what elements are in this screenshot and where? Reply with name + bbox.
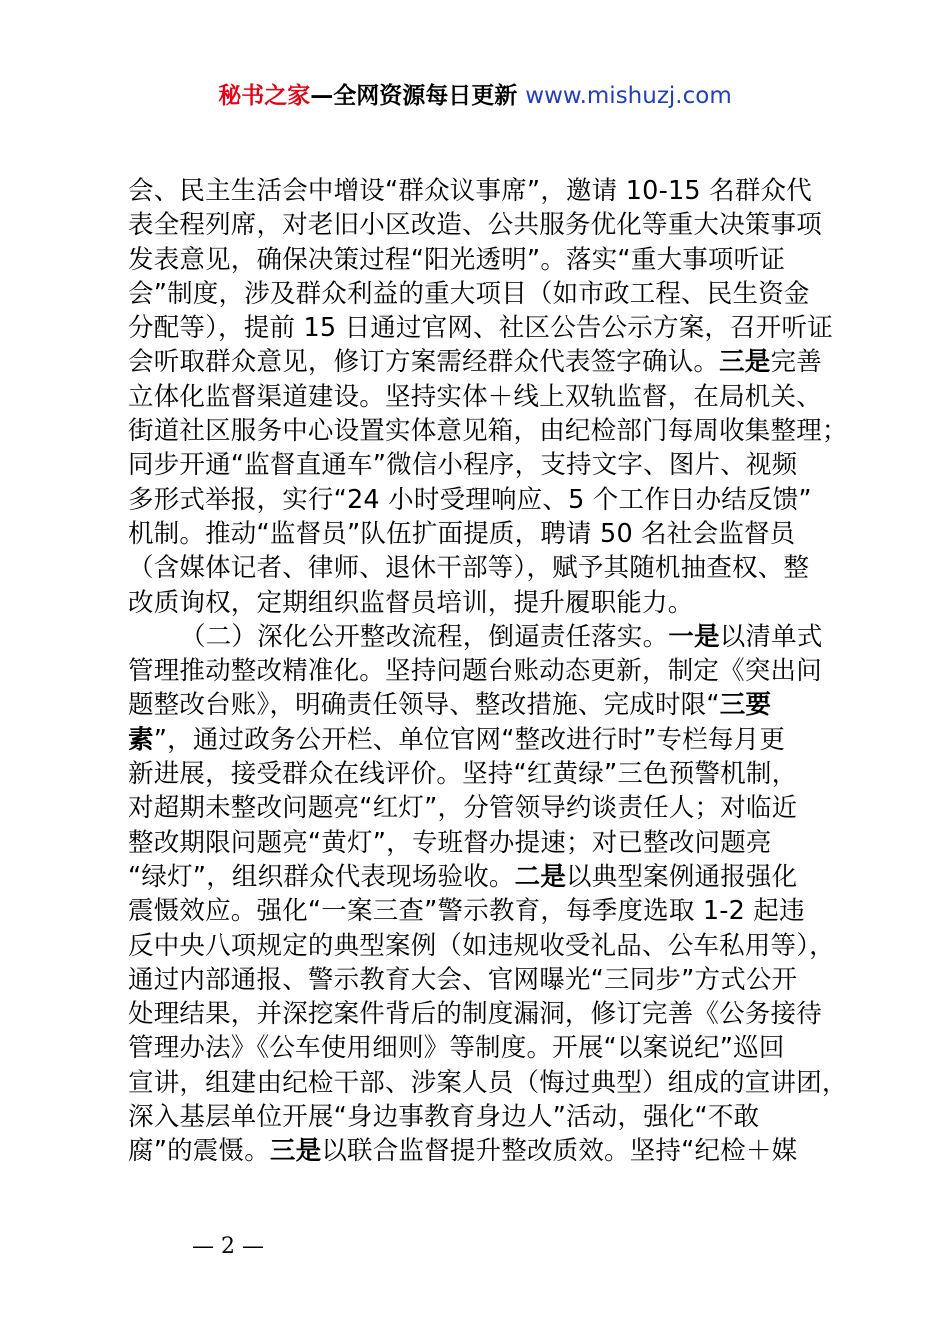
text-segment: 完善: [770, 347, 822, 378]
bold-text-segment: 三要: [719, 690, 772, 721]
text-line: [128, 791, 832, 825]
site-url-link[interactable]: www.mishuzj.com: [525, 83, 732, 109]
text-segment: “绿灯”，组织群众代表现场验收。: [128, 861, 515, 892]
text-segment: ”，通过政务公开栏、单位官网“整改进行时”专栏每月更: [153, 724, 786, 755]
text-segment: 会、民主生活会中增设“群众议事席”，邀请 10-15 名群众代: [128, 176, 812, 206]
text-segment: 分配等），提前 15 日通过官网、社区公告公示方案，召开听证: [128, 313, 833, 344]
bold-text-segment: 素: [128, 724, 154, 755]
text-line: [128, 414, 848, 448]
text-segment: 整改期限问题亮“黄灯”，专班督办提速；对已整改问题亮: [128, 827, 772, 858]
text-line: [128, 894, 832, 928]
text-line: [128, 654, 832, 688]
text-segment: 宣讲，组建由纪检干部、涉案人员（悔过典型）组成的宣讲团，: [128, 1067, 848, 1098]
text-segment: 改质询权，定期组织监督员培训，提升履职能力。: [128, 587, 694, 618]
text-segment: 会”制度，涉及群众利益的重大项目（如市政工程、民生资金: [128, 278, 810, 309]
bold-text-segment: 二是: [514, 861, 567, 892]
text-line: [128, 688, 832, 722]
text-line: [128, 1100, 832, 1134]
text-segment: 会听取群众意见，修订方案需经群众代表签字确认。: [128, 347, 720, 378]
text-segment: 以联合监督提升整改质效。坚持“纪检＋媒: [321, 1136, 798, 1167]
text-line: [128, 757, 832, 791]
text-line: [128, 997, 832, 1031]
text-line: [128, 448, 832, 482]
text-segment: 对超期未整改问题亮“红灯”，分管领导约谈责任人；对临近: [128, 793, 798, 824]
text-line: [128, 826, 832, 860]
text-segment: 新进展，接受群众在线评价。坚持“红黄绿”三色预警机制，: [128, 759, 798, 790]
text-segment: 同步开通“监督直通车”微信小程序，支持文字、图片、视频: [128, 450, 798, 481]
text-segment: 腐”的震慑。: [128, 1136, 270, 1167]
text-segment: （二）深化公开整改流程，倒逼责任落实。: [180, 621, 669, 652]
text-line: [128, 929, 835, 963]
text-segment: 街道社区服务中心设置实体意见箱，由纪检部门每周收集整理；: [128, 416, 848, 447]
text-segment: 管理办法》《公车使用细则》等制度。开展“以案说纪”巡回: [128, 1033, 785, 1064]
site-slogan: —全网资源每日更新: [310, 83, 526, 109]
text-line: [128, 1066, 848, 1100]
text-line: [128, 963, 832, 997]
text-segment: （含媒体记者、律师、退休干部等），赋予其随机抽查权、整: [128, 553, 810, 584]
text-line: [128, 620, 832, 654]
text-segment: 处理结果，并深挖案件背后的制度漏洞，修订完善《公务接待: [128, 999, 822, 1030]
text-segment: 震慑效应。强化“一案三查”警示教育，每季度选取 1-2 起违: [128, 896, 805, 927]
text-segment: 题整改台账》，明确责任领导、整改措施、完成时限“: [128, 690, 720, 721]
text-segment: 多形式举报，实行“24 小时受理响应、5 个工作日办结反馈”: [128, 484, 812, 515]
text-segment: 发表意见，确保决策过程“阳光透明”。落实“重大事项听证: [128, 244, 786, 275]
text-line: [128, 208, 832, 242]
text-segment: 机制。推动“监督员”队伍扩面提质，聘请 50 名社会监督员: [128, 518, 796, 549]
text-segment: 通过内部通报、警示教育大会、官网曝光“三同步”方式公开: [128, 964, 798, 995]
text-segment: 立体化监督渠道建设。坚持实体＋线上双轨监督，在局机关、: [128, 381, 822, 412]
text-line: [128, 860, 832, 894]
text-line: [128, 723, 832, 757]
bold-text-segment: 一是: [668, 621, 720, 652]
document-body: [128, 174, 848, 1169]
text-line: [128, 174, 832, 208]
text-segment: 反中央八项规定的典型案例（如违规收受礼品、公车私用等），: [128, 930, 835, 961]
text-line: [128, 311, 832, 345]
text-line: [128, 1134, 832, 1168]
text-line: [128, 551, 832, 585]
text-line: [128, 243, 832, 277]
bold-text-segment: 三是: [719, 347, 771, 378]
text-line: [128, 1031, 832, 1065]
page-number: — 2 —: [192, 1234, 264, 1259]
text-segment: 管理推动整改精准化。坚持问题台账动态更新，制定《突出问: [128, 656, 822, 687]
text-line: [128, 517, 832, 551]
text-segment: 表全程列席，对老旧小区改造、公共服务优化等重大决策事项: [128, 210, 822, 241]
text-line: [128, 483, 832, 517]
site-header: [0, 80, 950, 112]
text-line: [128, 586, 832, 620]
text-line: [128, 345, 832, 379]
text-segment: 以典型案例通报强化: [566, 861, 798, 892]
text-line: [128, 380, 832, 414]
site-brand: 秘书之家: [218, 83, 311, 109]
text-segment: 以清单式: [719, 621, 823, 652]
bold-text-segment: 三是: [269, 1136, 322, 1167]
text-line: [128, 277, 832, 311]
text-segment: 深入基层单位开展“身边事教育身边人”活动，强化“不敢: [128, 1102, 760, 1133]
